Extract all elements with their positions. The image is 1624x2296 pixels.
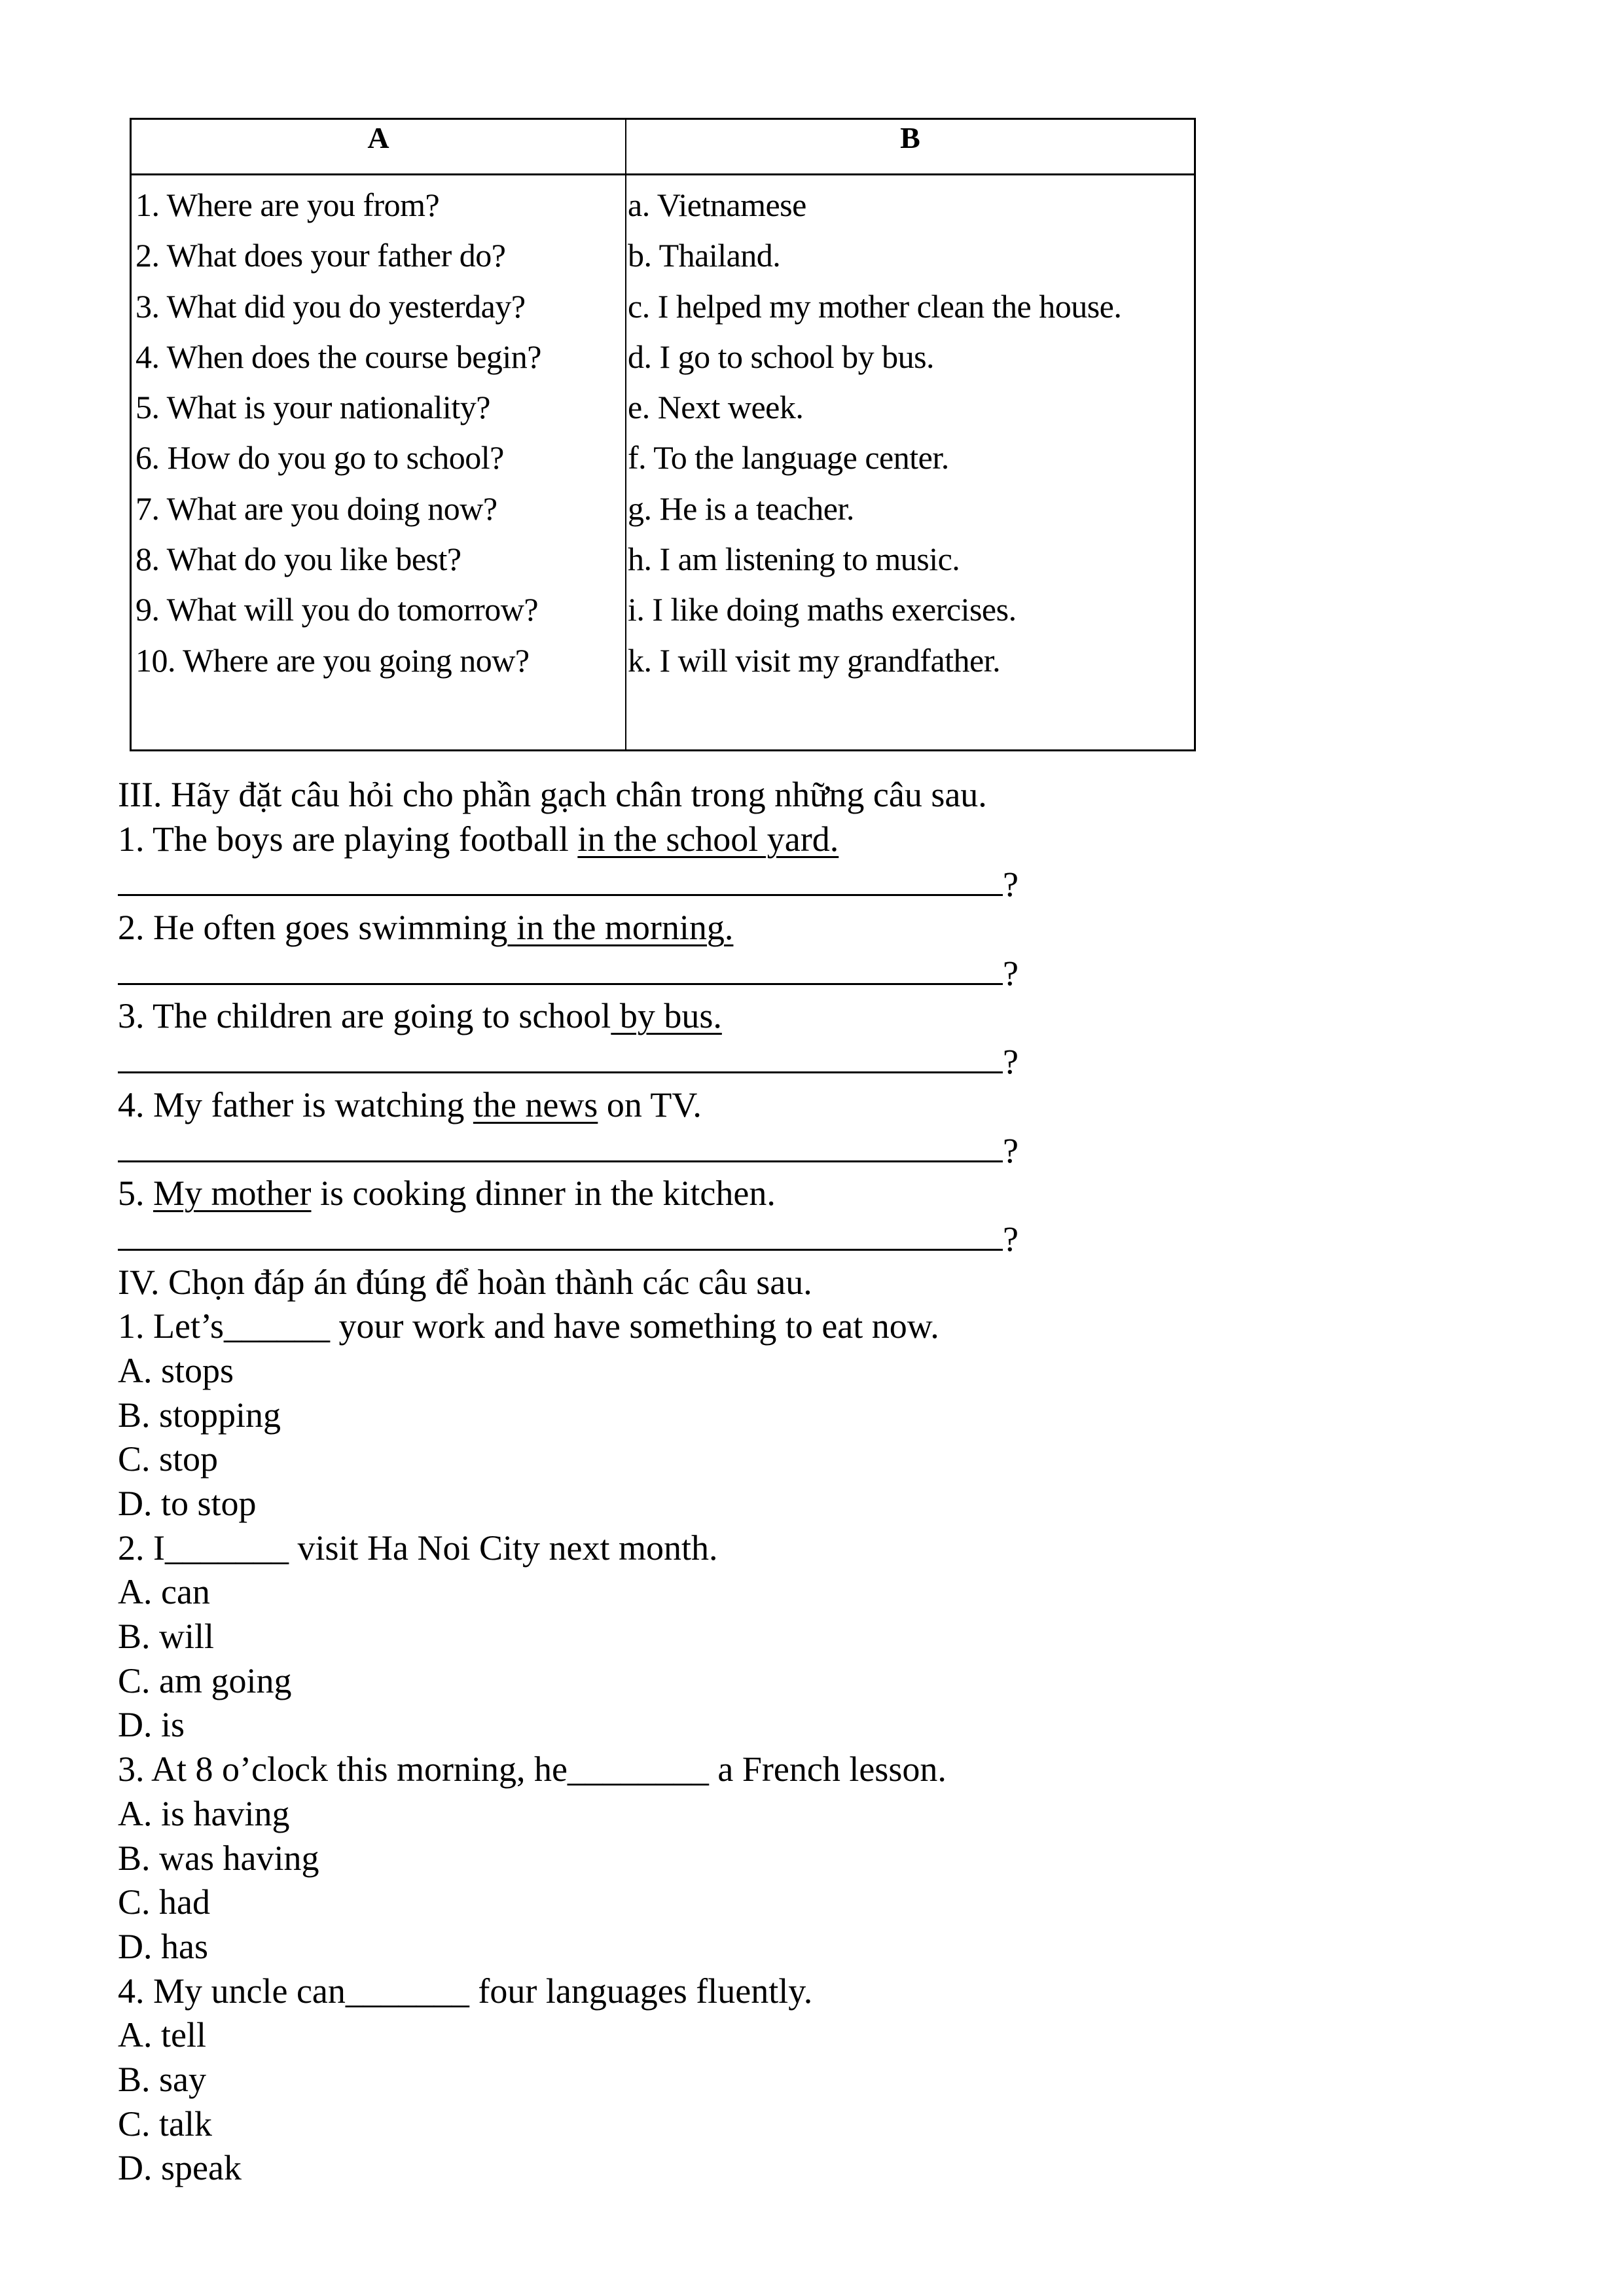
mcq-question: 3. At 8 o’clock this morning, he________ a French lesson. xyxy=(118,1749,947,1789)
underlined-phrase: My mother xyxy=(153,1174,312,1213)
answer-line[interactable] xyxy=(118,1216,1558,1261)
column-divider xyxy=(625,120,626,749)
answer-line[interactable] xyxy=(118,950,1558,995)
sentence-item xyxy=(118,817,1558,862)
question-item: 1. Where are you from? xyxy=(135,187,440,223)
column-a-header: A xyxy=(367,121,389,154)
answer-blank[interactable] xyxy=(118,1128,1003,1162)
answer-item: b. Thailand. xyxy=(628,237,781,274)
mcq-question: 1. Let’s______ your work and have something to eat now. xyxy=(118,1306,939,1346)
answer-item: i. I like doing maths exercises. xyxy=(628,591,1017,628)
underlined-phrase: in the morning. xyxy=(507,908,734,948)
answer-item: e. Next week. xyxy=(628,389,804,426)
sentence-item xyxy=(118,906,1558,950)
answer-item: c. I helped my mother clean the house. xyxy=(628,287,1122,325)
mcq-option[interactable]: C. am going xyxy=(118,1660,292,1700)
question-mark: ? xyxy=(1003,953,1019,993)
mcq-option[interactable]: B. say xyxy=(118,2059,206,2099)
mcq-option[interactable]: C. had xyxy=(118,1882,210,1922)
answer-item: k. I will visit my grandfather. xyxy=(628,641,1001,679)
mcq-option[interactable]: B. will xyxy=(118,1617,215,1657)
answer-list xyxy=(628,180,1191,686)
question-item: 10. Where are you going now? xyxy=(135,641,530,679)
mcq-question: 4. My uncle can_______ four languages fluently. xyxy=(118,1971,813,2011)
mcq-question: 2. I_______ visit Ha Noi City next month. xyxy=(118,1528,718,1568)
matching-table xyxy=(130,118,1196,751)
question-item: 5. What is your nationality? xyxy=(135,389,490,426)
answer-item: d. I go to school by bus. xyxy=(628,338,935,375)
answer-item: a. Vietnamese xyxy=(628,187,806,223)
question-item: 6. How do you go to school? xyxy=(135,439,504,476)
mcq-option[interactable]: B. stopping xyxy=(118,1395,281,1435)
question-item: 4. When does the course begin? xyxy=(135,338,541,375)
mcq-option[interactable]: B. was having xyxy=(118,1838,319,1878)
sentence-item xyxy=(118,994,1558,1039)
question-item: 9. What will you do tomorrow? xyxy=(135,591,539,628)
mcq-option[interactable]: D. has xyxy=(118,1926,208,1966)
question-item: 2. What does your father do? xyxy=(135,237,506,274)
answer-item: h. I am listening to music. xyxy=(628,541,960,578)
question-item: 3. What did you do yesterday? xyxy=(135,287,526,325)
exercise-body xyxy=(118,773,1558,2191)
mcq-option[interactable]: A. stops xyxy=(118,1350,234,1390)
answer-blank[interactable] xyxy=(118,1216,1003,1251)
mcq-option[interactable]: A. can xyxy=(118,1572,210,1612)
mcq-option[interactable]: A. tell xyxy=(118,2015,206,2055)
section-4-title: IV. Chọn đáp án đúng để hoàn thành các câu sau. xyxy=(118,1262,812,1302)
answer-blank[interactable] xyxy=(118,861,1003,896)
mcq-option[interactable]: D. is xyxy=(118,1705,185,1745)
answer-line[interactable] xyxy=(118,861,1558,906)
sentence-text: 2. He often goes swimming xyxy=(118,908,508,948)
question-mark: ? xyxy=(1003,1042,1019,1082)
answer-blank[interactable] xyxy=(118,1039,1003,1073)
sentence-text: 5. xyxy=(118,1174,153,1213)
question-item: 7. What are you doing now? xyxy=(135,490,497,527)
mcq-option[interactable]: A. is having xyxy=(118,1793,290,1833)
mcq-option[interactable]: C. stop xyxy=(118,1439,219,1479)
sentence-text: is cooking dinner in the kitchen. xyxy=(311,1174,776,1213)
sentence-text: 1. The boys are playing football xyxy=(118,819,578,859)
question-mark: ? xyxy=(1003,1219,1019,1259)
sentence-text: on TV. xyxy=(598,1085,702,1124)
underlined-phrase: by bus. xyxy=(611,996,722,1036)
question-mark: ? xyxy=(1003,865,1019,905)
section-4-questions xyxy=(118,1304,1558,2191)
sentence-item xyxy=(118,1083,1558,1128)
sentence-item xyxy=(118,1172,1558,1216)
sentence-text: 3. The children are going to school xyxy=(118,996,611,1036)
section-3-items xyxy=(118,817,1558,1261)
mcq-option[interactable]: C. talk xyxy=(118,2104,212,2144)
answer-item: f. To the language center. xyxy=(628,439,949,476)
question-mark: ? xyxy=(1003,1130,1019,1170)
answer-line[interactable] xyxy=(118,1039,1558,1083)
question-item: 8. What do you like best? xyxy=(135,541,461,578)
answer-item: g. He is a teacher. xyxy=(628,490,854,527)
sentence-text: 4. My father is watching xyxy=(118,1085,473,1124)
answer-line[interactable] xyxy=(118,1128,1558,1172)
underlined-phrase: in the school yard. xyxy=(577,819,839,859)
mcq-option[interactable]: D. speak xyxy=(118,2148,242,2188)
answer-blank[interactable] xyxy=(118,950,1003,985)
mcq-option[interactable]: D. to stop xyxy=(118,1484,257,1523)
header-divider xyxy=(132,173,1194,175)
column-b-header: B xyxy=(900,121,920,154)
section-3-title: III. Hãy đặt câu hỏi cho phần gạch chân trong những câu sau. xyxy=(118,775,987,814)
underlined-phrase: the news xyxy=(473,1085,598,1124)
question-list xyxy=(135,180,623,686)
